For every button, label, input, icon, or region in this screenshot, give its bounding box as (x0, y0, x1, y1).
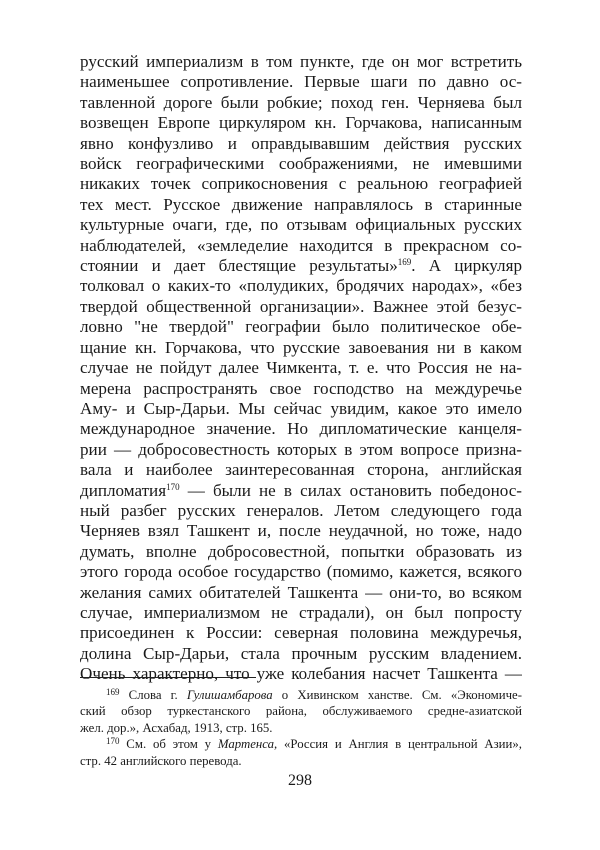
text-line: наблюдателей, «земледелие находится в прекрасном со- (80, 235, 522, 255)
text-line: думать, вполне добросовестной, попытки образовать из (80, 541, 522, 561)
text-line: международное значение. Но дипломатические канцеля- (80, 419, 522, 439)
footnote-text: См. об этом у (119, 737, 218, 752)
text-segment: . А циркуляр (411, 256, 522, 276)
text-line: желания самих обитателей Ташкента — они-то, во всяком (80, 582, 522, 602)
text-line: никаких точек соприкосновения с реальною географией (80, 174, 522, 194)
text-line: присоединен к России: северная половина междуречья, (80, 623, 522, 643)
text-line-with-footnote-169 (80, 256, 522, 276)
text-line: толковал о каких-то «полудиких, бродячих народах», «без (80, 276, 522, 296)
footnote-text: Слова г. (119, 688, 187, 702)
footnote-ref-170[interactable]: 170 (166, 481, 180, 492)
main-text (80, 52, 522, 685)
footnote-divider (80, 677, 256, 678)
text-line: Очень характерно, что уже колебания насчет Ташкента — (80, 664, 522, 684)
text-line: наименьшее сопротивление. Первые шаги по давно ос- (80, 72, 522, 92)
text-segment: — были не в силах остановить победонос- (179, 480, 522, 500)
text-line: Аму- и Сыр-Дарьи. Мы сейчас увидим, какое это имело (80, 398, 522, 418)
text-line: мерена распространять свое господство на междуречье (80, 378, 522, 398)
footnote-line: ский обзор туркестанского района, обслуживаемого средне-азиатской (80, 704, 522, 719)
text-line: этого города особое государство (помимо, кажется, всякого (80, 562, 522, 582)
footnote-number: 170 (106, 736, 120, 747)
footnote-author: Гулишамбарова (186, 688, 273, 702)
footnote-text: о Хивинском ханстве. См. «Экономиче- (272, 688, 522, 702)
text-line: русский империализм в том пункте, где он мог встретить (80, 52, 522, 71)
text-line: тавленной дороге были робкие; поход ген. Черняева был (80, 92, 522, 112)
footnote-line (80, 736, 522, 752)
text-line: щание кн. Горчакова, что русские завоевания ни в каком (80, 337, 522, 357)
text-line: Черняев взял Ташкент и, после неудачной, но тоже, надо (80, 521, 522, 541)
footnote-170 (80, 736, 522, 769)
footnote-ref-169[interactable]: 169 (397, 257, 412, 268)
text-line: долина Сыр-Дарьи, стала прочным русским владением. (80, 643, 522, 663)
text-line: твердой общественной организации». Важнее этой безус- (80, 296, 522, 316)
text-line: возвещен Европе циркуляром кн. Горчакова, написанным (80, 113, 522, 133)
footnote-line: стр. 42 английского перевода. (80, 753, 242, 768)
footnotes (80, 687, 522, 769)
page-number: 298 (288, 772, 312, 789)
footnote-number: 169 (106, 687, 120, 697)
footnote-line (80, 687, 522, 703)
text-line: случае, империализмом не страдали), он был попросту (80, 602, 522, 622)
text-line: ловно "не твердой" географии было политическое обе- (80, 317, 522, 337)
text-line: случае не пойдут далее Чимкента, т. е. что Россия не на- (80, 358, 522, 378)
footnote-169 (80, 687, 522, 736)
text-line: тех мест. Русское движение направлялось в старинные (80, 194, 522, 214)
text-line: рии — добросовестность которых в этом вопросе призна- (80, 439, 522, 459)
text-line: культурные очаги, где, по отзывам официальных русских (80, 215, 522, 235)
footnote-text: «Россия и Англия в центральной Азии», (277, 737, 522, 752)
text-line: войск географическими соображениями, не имевшими (80, 154, 522, 174)
text-line-with-footnote-170 (80, 481, 522, 501)
text-segment: стоянии и дает блестящие результаты» (80, 256, 398, 276)
text-line: вала и наиболее заинтересованная сторона, английская (80, 460, 522, 480)
text-line: явно конфузливо и оправдывавшим действия русских (80, 133, 522, 153)
footnote-line: жел. дор.», Асхабад, 1913, стр. 165. (80, 720, 273, 735)
text-line: ный разбег русских генералов. Летом следующего года (80, 500, 522, 520)
text-segment: дипломатия (80, 480, 167, 500)
footnote-author: Мартенса, (217, 737, 278, 752)
